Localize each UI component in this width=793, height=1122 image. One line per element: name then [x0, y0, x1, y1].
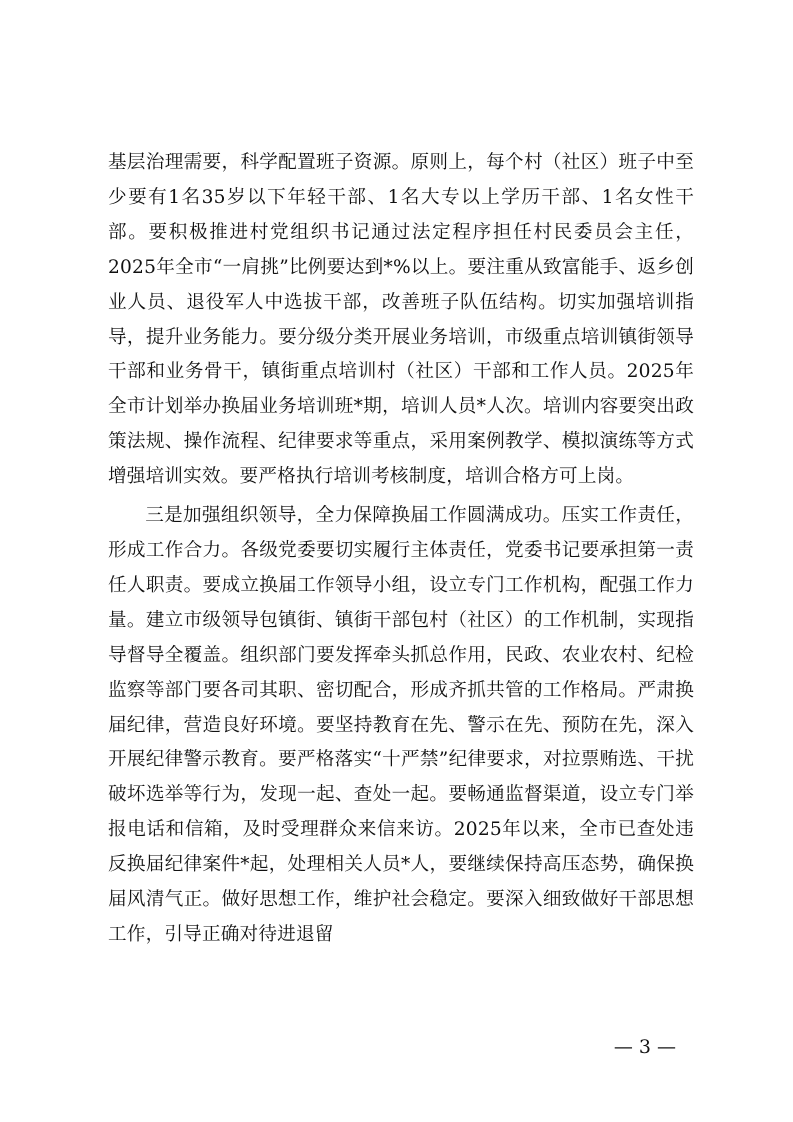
page-number: — 3 —	[613, 1036, 676, 1058]
paragraph-2: 三是加强组织领导，全力保障换届工作圆满成功。压实工作责任，形成工作合力。各级党委要切实履行主体责任，党委书记要承担第一责任人职责。要成立换届工作领导小组，设立专门工作机构，配强工作力量。建立市级领导包镇街、镇街干部包村（社区）的工作机制，实现指导督导全覆盖。组织部门要发挥牵头抓总作用，民政、农业农村、纪检监察等部门要各司其职、密切配合，形成齐抓共管的工作格局。严肃换届纪律，营造良好环境。要坚持教育在先、警示在先、预防在先，深入开展纪律警示教育。要严格落实“十严禁”纪律要求，对拉票贿选、干扰破坏选举等行为，发现一起、查处一起。要畅通监督渠道，设立专门举报电话和信箱，及时受理群众来信来访。2025年以来，全市已查处违反换届纪律案件*起，处理相关人员*人，要继续保持高压态势，确保换届风清气正。做好思想工作，维护社会稳定。要深入细致做好干部思想工作，引导正确对待进退留	[108, 505, 694, 945]
body-text	[108, 146, 694, 953]
paragraph-1: 基层治理需要，科学配置班子资源。原则上，每个村（社区）班子中至少要有1名35岁以下年轻干部、1名大专以上学历干部、1名女性干部。要积极推进村党组织书记通过法定程序担任村民委员会主任，2025年全市“一肩挑”比例要达到*%以上。要注重从致富能手、返乡创业人员、退役军人中选拔干部，改善班子队伍结构。切实加强培训指导，提升业务能力。要分级分类开展业务培训，市级重点培训镇街领导干部和业务骨干，镇街重点培训村（社区）干部和工作人员。2025年全市计划举办换届业务培训班*期，培训人员*人次。培训内容要突出政策法规、操作流程、纪律要求等重点，采用案例教学、模拟演练等方式增强培训实效。要严格执行培训考核制度，培训合格方可上岗。	[108, 152, 694, 488]
